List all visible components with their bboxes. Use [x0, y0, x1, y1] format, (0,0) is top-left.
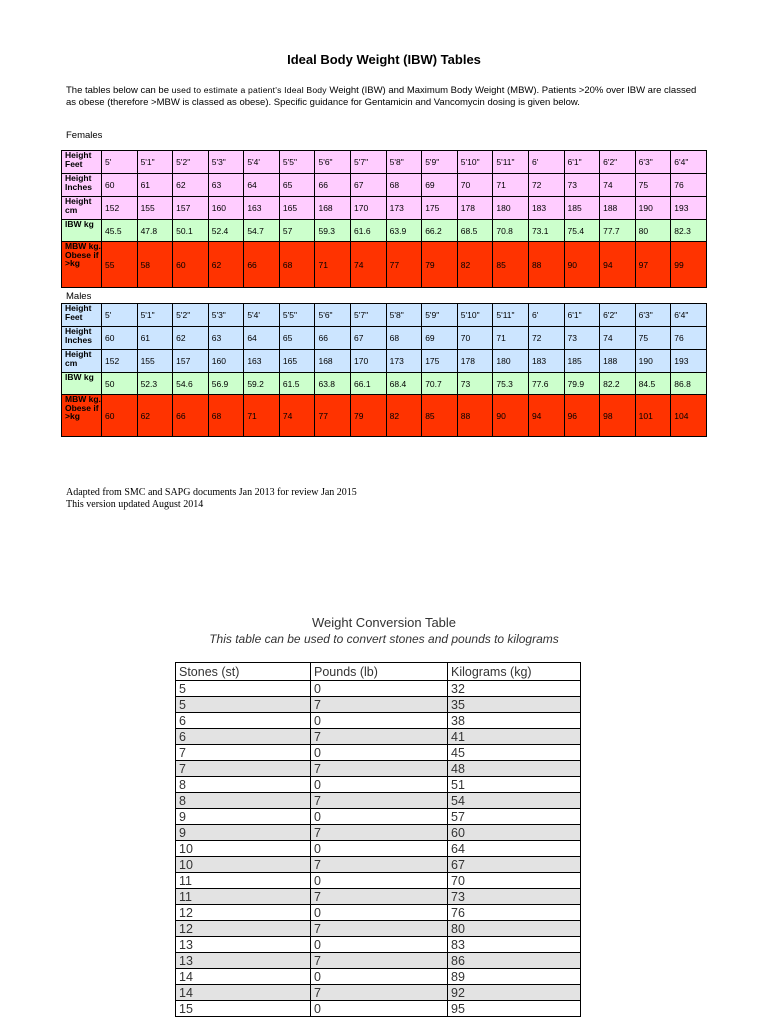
males-row [62, 327, 707, 350]
table-cell: 58 [137, 242, 173, 288]
table-cell: 75.4 [564, 220, 600, 242]
table-cell: 69 [422, 327, 458, 350]
table-row [176, 697, 581, 713]
table-cell: 76 [448, 905, 581, 921]
table-cell: 48 [448, 761, 581, 777]
table-cell: 61.5 [279, 373, 315, 395]
header-kilograms: Kilograms (kg) [448, 663, 581, 681]
table-cell: 70.8 [493, 220, 529, 242]
table-cell: 6'3" [635, 151, 671, 174]
table-cell: 5'1" [137, 304, 173, 327]
table-cell: 180 [493, 197, 529, 220]
row-header: Height Feet [62, 151, 102, 174]
table-cell: 0 [311, 873, 448, 889]
table-cell: 62 [208, 242, 244, 288]
table-cell: 193 [671, 350, 707, 373]
table-cell: 77 [386, 242, 422, 288]
table-cell: 85 [493, 242, 529, 288]
intro-part-1: The tables below can be [66, 85, 172, 96]
table-cell: 193 [671, 197, 707, 220]
table-cell: 5' [102, 151, 138, 174]
table-cell: 45 [448, 745, 581, 761]
table-row [176, 969, 581, 985]
table-cell: 11 [176, 889, 311, 905]
intro-part-2: used to estimate a patient's Ideal Body [171, 85, 327, 95]
header-pounds: Pounds (lb) [311, 663, 448, 681]
table-row [176, 793, 581, 809]
table-row [176, 953, 581, 969]
table-cell: 68 [386, 327, 422, 350]
header-stones: Stones (st) [176, 663, 311, 681]
table-cell: 68.4 [386, 373, 422, 395]
table-cell: 50 [102, 373, 138, 395]
table-cell: 61 [137, 174, 173, 197]
table-cell: 6' [528, 151, 564, 174]
table-cell: 7 [311, 697, 448, 713]
table-row [176, 777, 581, 793]
table-row [176, 985, 581, 1001]
table-cell: 163 [244, 197, 280, 220]
table-row [176, 937, 581, 953]
males-row [62, 373, 707, 395]
table-cell: 66 [315, 327, 351, 350]
table-cell: 6'3" [635, 304, 671, 327]
table-cell: 185 [564, 197, 600, 220]
females-row [62, 242, 707, 288]
row-header: MBW kg. Obese if >kg [62, 242, 102, 288]
table-cell: 63.8 [315, 373, 351, 395]
table-cell: 54.7 [244, 220, 280, 242]
table-cell: 74 [351, 242, 387, 288]
table-cell: 0 [311, 841, 448, 857]
table-cell: 45.5 [102, 220, 138, 242]
table-cell: 70 [457, 174, 493, 197]
table-cell: 66 [315, 174, 351, 197]
table-cell: 60 [448, 825, 581, 841]
table-cell: 68 [208, 395, 244, 437]
table-cell: 62 [137, 395, 173, 437]
table-cell: 155 [137, 197, 173, 220]
table-cell: 5'5" [279, 304, 315, 327]
table-cell: 178 [457, 197, 493, 220]
table-cell: 7 [176, 745, 311, 761]
table-cell: 6'1" [564, 151, 600, 174]
males-ibw-table [61, 303, 707, 437]
table-cell: 71 [244, 395, 280, 437]
table-cell: 72 [528, 327, 564, 350]
table-cell: 74 [600, 174, 636, 197]
table-cell: 82.2 [600, 373, 636, 395]
row-header: Height Inches [62, 174, 102, 197]
females-row [62, 151, 707, 174]
table-cell: 71 [493, 174, 529, 197]
table-cell: 185 [564, 350, 600, 373]
table-cell: 190 [635, 350, 671, 373]
table-cell: 82.3 [671, 220, 707, 242]
row-header: Height cm [62, 197, 102, 220]
table-cell: 52.4 [208, 220, 244, 242]
table-cell: 5'2" [173, 151, 209, 174]
table-cell: 64 [244, 327, 280, 350]
table-cell: 79 [351, 395, 387, 437]
table-cell: 77.6 [528, 373, 564, 395]
table-cell: 70.7 [422, 373, 458, 395]
table-cell: 6' [528, 304, 564, 327]
table-cell: 160 [208, 350, 244, 373]
table-cell: 75 [635, 174, 671, 197]
table-cell: 5'9" [422, 151, 458, 174]
table-cell: 5'5" [279, 151, 315, 174]
table-cell: 65 [279, 327, 315, 350]
table-cell: 9 [176, 809, 311, 825]
table-cell: 73 [457, 373, 493, 395]
table-cell: 41 [448, 729, 581, 745]
table-row [176, 681, 581, 697]
table-cell: 66.1 [351, 373, 387, 395]
females-row [62, 220, 707, 242]
table-cell: 82 [386, 395, 422, 437]
table-cell: 60 [173, 242, 209, 288]
table-cell: 60 [102, 174, 138, 197]
table-cell: 73.1 [528, 220, 564, 242]
table-cell: 0 [311, 745, 448, 761]
table-cell: 6'1" [564, 304, 600, 327]
table-cell: 68 [279, 242, 315, 288]
males-row [62, 350, 707, 373]
table-cell: 66 [244, 242, 280, 288]
table-cell: 99 [671, 242, 707, 288]
table-cell: 63 [208, 174, 244, 197]
table-cell: 190 [635, 197, 671, 220]
table-cell: 7 [311, 761, 448, 777]
table-cell: 61 [137, 327, 173, 350]
table-cell: 80 [635, 220, 671, 242]
table-cell: 6'4" [671, 151, 707, 174]
table-cell: 0 [311, 937, 448, 953]
table-cell: 10 [176, 857, 311, 873]
table-cell: 79 [422, 242, 458, 288]
table-cell: 168 [315, 350, 351, 373]
table-cell: 60 [102, 395, 138, 437]
table-cell: 14 [176, 985, 311, 1001]
table-cell: 5'8" [386, 304, 422, 327]
table-cell: 173 [386, 350, 422, 373]
table-cell: 86.8 [671, 373, 707, 395]
table-cell: 67 [448, 857, 581, 873]
table-cell: 35 [448, 697, 581, 713]
table-cell: 83 [448, 937, 581, 953]
table-cell: 5'8" [386, 151, 422, 174]
table-cell: 68.5 [457, 220, 493, 242]
table-cell: 90 [493, 395, 529, 437]
table-cell: 73 [448, 889, 581, 905]
table-cell: 51 [448, 777, 581, 793]
table-cell: 59.3 [315, 220, 351, 242]
table-cell: 84.5 [635, 373, 671, 395]
table-cell: 88 [457, 395, 493, 437]
table-cell: 92 [448, 985, 581, 1001]
conversion-header-row [176, 663, 581, 681]
table-cell: 6'4" [671, 304, 707, 327]
table-cell: 5 [176, 697, 311, 713]
conversion-title: Weight Conversion Table [311, 615, 457, 630]
table-cell: 95 [448, 1001, 581, 1017]
table-cell: 60 [102, 327, 138, 350]
table-cell: 160 [208, 197, 244, 220]
table-cell: 66 [173, 395, 209, 437]
table-cell: 73 [564, 327, 600, 350]
table-cell: 94 [528, 395, 564, 437]
table-cell: 66.2 [422, 220, 458, 242]
table-cell: 80 [448, 921, 581, 937]
table-cell: 0 [311, 681, 448, 697]
conversion-subtitle: This table can be used to convert stones and pounds to kilograms [209, 632, 559, 646]
females-row [62, 174, 707, 197]
table-cell: 12 [176, 921, 311, 937]
table-cell: 59.2 [244, 373, 280, 395]
table-cell: 70 [448, 873, 581, 889]
table-cell: 5'11" [493, 151, 529, 174]
table-cell: 77 [315, 395, 351, 437]
table-cell: 5'10" [457, 304, 493, 327]
table-cell: 88 [528, 242, 564, 288]
table-cell: 175 [422, 350, 458, 373]
table-cell: 69 [422, 174, 458, 197]
table-cell: 5'10" [457, 151, 493, 174]
table-cell: 8 [176, 777, 311, 793]
table-cell: 50.1 [173, 220, 209, 242]
table-cell: 85 [422, 395, 458, 437]
table-cell: 5'6" [315, 151, 351, 174]
table-cell: 52.3 [137, 373, 173, 395]
table-cell: 0 [311, 809, 448, 825]
table-cell: 7 [311, 985, 448, 1001]
table-cell: 5'7" [351, 304, 387, 327]
table-cell: 90 [564, 242, 600, 288]
table-cell: 152 [102, 350, 138, 373]
table-cell: 7 [311, 921, 448, 937]
table-row [176, 713, 581, 729]
row-header: MBW kg. Obese if >kg [62, 395, 102, 437]
table-cell: 55 [102, 242, 138, 288]
table-cell: 173 [386, 197, 422, 220]
table-cell: 97 [635, 242, 671, 288]
table-cell: 54.6 [173, 373, 209, 395]
males-label: Males [66, 291, 92, 302]
table-row [176, 761, 581, 777]
table-cell: 94 [600, 242, 636, 288]
table-cell: 180 [493, 350, 529, 373]
table-cell: 5'4' [244, 304, 280, 327]
table-cell: 10 [176, 841, 311, 857]
females-label: Females [66, 130, 103, 141]
table-cell: 12 [176, 905, 311, 921]
table-cell: 157 [173, 197, 209, 220]
table-cell: 76 [671, 174, 707, 197]
table-cell: 0 [311, 713, 448, 729]
table-cell: 163 [244, 350, 280, 373]
table-cell: 6'2" [600, 151, 636, 174]
row-header: Height Inches [62, 327, 102, 350]
table-cell: 7 [311, 793, 448, 809]
table-cell: 11 [176, 873, 311, 889]
males-row [62, 395, 707, 437]
table-cell: 56.9 [208, 373, 244, 395]
table-cell: 6 [176, 729, 311, 745]
table-cell: 101 [635, 395, 671, 437]
table-cell: 175 [422, 197, 458, 220]
table-cell: 38 [448, 713, 581, 729]
footer-notes [66, 487, 357, 511]
table-cell: 64 [448, 841, 581, 857]
table-cell: 183 [528, 350, 564, 373]
table-cell: 79.9 [564, 373, 600, 395]
table-cell: 8 [176, 793, 311, 809]
table-cell: 71 [315, 242, 351, 288]
table-row [176, 841, 581, 857]
table-cell: 67 [351, 174, 387, 197]
row-header: IBW kg [62, 373, 102, 395]
table-cell: 77.7 [600, 220, 636, 242]
table-cell: 7 [176, 761, 311, 777]
table-cell: 71 [493, 327, 529, 350]
table-cell: 7 [311, 729, 448, 745]
table-cell: 68 [386, 174, 422, 197]
table-cell: 9 [176, 825, 311, 841]
table-cell: 178 [457, 350, 493, 373]
table-cell: 5' [102, 304, 138, 327]
table-row [176, 729, 581, 745]
table-cell: 57 [448, 809, 581, 825]
table-cell: 98 [600, 395, 636, 437]
table-cell: 0 [311, 969, 448, 985]
table-cell: 86 [448, 953, 581, 969]
table-cell: 5'7" [351, 151, 387, 174]
table-cell: 5'3" [208, 151, 244, 174]
intro-part-3: Weight (IBW) and Maximum Body Weight (MBW). Patients >20% over IBW are classed as obese (therefore >MBW is classed as obese). Specific guidance for Gentamicin and Vancomycin dosing is given below. [66, 85, 697, 108]
table-cell: 13 [176, 937, 311, 953]
table-cell: 63 [208, 327, 244, 350]
table-cell: 57 [279, 220, 315, 242]
table-cell: 0 [311, 777, 448, 793]
table-cell: 54 [448, 793, 581, 809]
table-cell: 104 [671, 395, 707, 437]
footer-line-2: This version updated August 2014 [66, 499, 204, 510]
table-row [176, 921, 581, 937]
table-row [176, 825, 581, 841]
table-cell: 5'3" [208, 304, 244, 327]
row-header: Height cm [62, 350, 102, 373]
table-cell: 14 [176, 969, 311, 985]
table-cell: 63.9 [386, 220, 422, 242]
table-row [176, 873, 581, 889]
table-cell: 7 [311, 857, 448, 873]
table-cell: 7 [311, 889, 448, 905]
table-cell: 67 [351, 327, 387, 350]
table-cell: 62 [173, 174, 209, 197]
table-cell: 6'2" [600, 304, 636, 327]
table-cell: 7 [311, 953, 448, 969]
table-cell: 0 [311, 905, 448, 921]
table-cell: 165 [279, 350, 315, 373]
table-cell: 74 [279, 395, 315, 437]
table-row [176, 809, 581, 825]
table-cell: 82 [457, 242, 493, 288]
table-cell: 6 [176, 713, 311, 729]
table-row [176, 857, 581, 873]
table-cell: 0 [311, 1001, 448, 1017]
females-ibw-table [61, 150, 707, 288]
table-cell: 152 [102, 197, 138, 220]
table-cell: 188 [600, 197, 636, 220]
table-cell: 70 [457, 327, 493, 350]
table-cell: 5'2" [173, 304, 209, 327]
table-cell: 168 [315, 197, 351, 220]
weight-conversion-table [175, 662, 581, 1017]
table-cell: 5 [176, 681, 311, 697]
table-row [176, 889, 581, 905]
table-cell: 5'11" [493, 304, 529, 327]
table-cell: 76 [671, 327, 707, 350]
table-cell: 155 [137, 350, 173, 373]
table-cell: 96 [564, 395, 600, 437]
table-cell: 5'4' [244, 151, 280, 174]
table-cell: 32 [448, 681, 581, 697]
table-cell: 75.3 [493, 373, 529, 395]
table-cell: 13 [176, 953, 311, 969]
table-cell: 5'6" [315, 304, 351, 327]
table-cell: 170 [351, 197, 387, 220]
table-cell: 157 [173, 350, 209, 373]
table-row [176, 745, 581, 761]
row-header: Height Feet [62, 304, 102, 327]
males-row [62, 304, 707, 327]
females-row [62, 197, 707, 220]
table-cell: 62 [173, 327, 209, 350]
intro-text [66, 84, 706, 109]
table-row [176, 905, 581, 921]
table-cell: 64 [244, 174, 280, 197]
table-cell: 65 [279, 174, 315, 197]
table-cell: 170 [351, 350, 387, 373]
table-cell: 72 [528, 174, 564, 197]
row-header: IBW kg [62, 220, 102, 242]
table-row [176, 1001, 581, 1017]
table-cell: 7 [311, 825, 448, 841]
table-cell: 89 [448, 969, 581, 985]
footer-line-1: Adapted from SMC and SAPG documents Jan 2013 for review Jan 2015 [66, 487, 357, 498]
table-cell: 74 [600, 327, 636, 350]
table-cell: 47.8 [137, 220, 173, 242]
table-cell: 188 [600, 350, 636, 373]
table-cell: 61.6 [351, 220, 387, 242]
table-cell: 5'1" [137, 151, 173, 174]
table-cell: 165 [279, 197, 315, 220]
table-cell: 5'9" [422, 304, 458, 327]
page-title: Ideal Body Weight (IBW) Tables [287, 52, 481, 67]
table-cell: 15 [176, 1001, 311, 1017]
table-cell: 75 [635, 327, 671, 350]
table-cell: 183 [528, 197, 564, 220]
table-cell: 73 [564, 174, 600, 197]
